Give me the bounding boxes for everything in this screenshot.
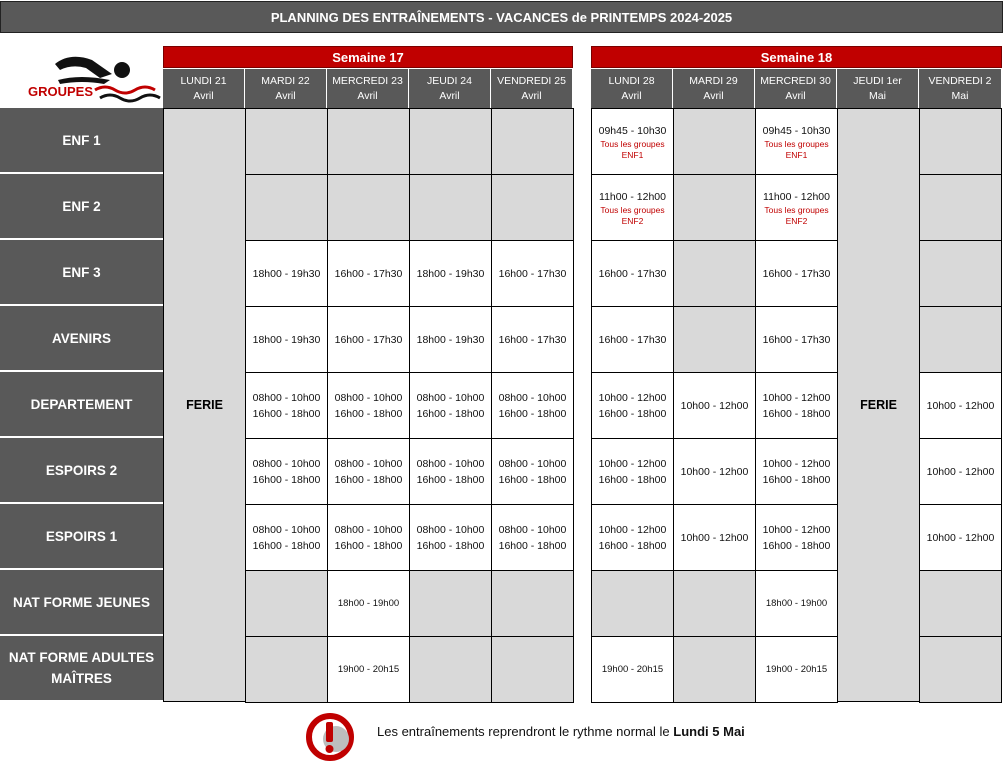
time-slot: 16h00 - 18h00	[762, 539, 831, 552]
time-slot: 08h00 - 10h00	[416, 523, 485, 536]
time-slot: 10h00 - 12h00	[762, 523, 831, 536]
schedule-cell	[327, 174, 410, 241]
time-slot: 08h00 - 10h00	[252, 457, 321, 470]
cell-note: ENF1	[621, 149, 644, 160]
time-slot: 11h00 - 12h00	[763, 190, 830, 203]
schedule-cell	[491, 504, 574, 571]
time-slot: 10h00 - 12h00	[926, 399, 995, 412]
schedule-cell	[673, 306, 756, 373]
schedule-cell	[755, 570, 838, 637]
schedule-cell	[591, 372, 674, 439]
time-slot: 16h00 - 18h00	[252, 539, 321, 552]
time-slot: 18h00 - 19h30	[252, 333, 321, 346]
schedule-cell	[327, 306, 410, 373]
time-slot: 16h00 - 17h30	[334, 333, 403, 346]
day-header	[491, 69, 573, 108]
schedule-cell	[491, 438, 574, 505]
holiday-lundi-21: FERIE	[163, 108, 246, 702]
schedule-cell	[755, 306, 838, 373]
time-slot: 19h00 - 20h15	[601, 663, 664, 675]
group-label: ESPOIRS 1	[0, 504, 163, 570]
schedule-cell	[327, 438, 410, 505]
schedule-cell	[591, 240, 674, 307]
schedule-cell	[673, 438, 756, 505]
schedule-cell	[755, 504, 838, 571]
logo-label: GROUPES	[28, 84, 94, 99]
cell-note: ENF1	[785, 149, 808, 160]
schedule-cell	[919, 372, 1002, 439]
time-slot: 10h00 - 12h00	[680, 465, 749, 478]
time-slot: 08h00 - 10h00	[334, 457, 403, 470]
time-slot: 08h00 - 10h00	[498, 523, 567, 536]
day-month: Mai	[951, 89, 969, 102]
day-header	[327, 69, 409, 108]
day-header	[591, 69, 673, 108]
time-slot: 11h00 - 12h00	[599, 190, 666, 203]
schedule-cell	[245, 570, 328, 637]
schedule-cell	[327, 570, 410, 637]
day-header	[755, 69, 837, 108]
group-label: AVENIRS	[0, 306, 163, 372]
time-slot: 10h00 - 12h00	[598, 391, 667, 404]
schedule-cell	[327, 108, 410, 175]
group-label: DEPARTEMENT	[0, 372, 163, 438]
schedule-cell	[245, 240, 328, 307]
time-slot: 16h00 - 17h30	[498, 267, 567, 280]
time-slot: 10h00 - 12h00	[762, 457, 831, 470]
schedule-cell	[919, 636, 1002, 703]
schedule-cell	[491, 636, 574, 703]
day-month: Avril	[439, 89, 460, 102]
group-label: ENF 2	[0, 174, 163, 240]
day-header	[163, 69, 245, 108]
day-header	[837, 69, 919, 108]
schedule-cell	[245, 306, 328, 373]
footer-note	[377, 724, 745, 739]
time-slot: 19h00 - 20h15	[337, 663, 400, 675]
day-name: VENDREDI 25	[497, 74, 566, 87]
schedule-cell	[327, 636, 410, 703]
group-label: NAT FORME ADULTES MAÎTRES	[0, 636, 163, 702]
day-month: Avril	[521, 89, 542, 102]
schedule-cell	[919, 108, 1002, 175]
day-name: MARDI 29	[689, 74, 738, 87]
schedule-cell	[919, 438, 1002, 505]
warning-icon	[306, 712, 356, 762]
time-slot: 16h00 - 17h30	[334, 267, 403, 280]
time-slot: 16h00 - 18h00	[762, 407, 831, 420]
schedule-cell	[245, 372, 328, 439]
page-title: PLANNING DES ENTRAÎNEMENTS - VACANCES de PRINTEMPS 2024-2025	[0, 1, 1003, 33]
time-slot: 10h00 - 12h00	[680, 399, 749, 412]
schedule-cell	[491, 174, 574, 241]
week-header-18: Semaine 18	[591, 46, 1002, 68]
day-month: Avril	[703, 89, 724, 102]
schedule-cell	[409, 240, 492, 307]
time-slot: 18h00 - 19h00	[765, 597, 828, 609]
time-slot: 08h00 - 10h00	[252, 523, 321, 536]
time-slot: 18h00 - 19h30	[416, 333, 485, 346]
time-slot: 16h00 - 18h00	[334, 407, 403, 420]
time-slot: 09h45 - 10h30	[598, 124, 667, 137]
time-slot: 16h00 - 18h00	[416, 473, 485, 486]
cell-note: Tous les groupes	[600, 204, 665, 215]
schedule-cell	[919, 504, 1002, 571]
day-name: VENDREDI 2	[928, 74, 992, 87]
schedule-cell	[245, 438, 328, 505]
time-slot: 10h00 - 12h00	[598, 457, 667, 470]
cell-note: ENF2	[785, 215, 808, 226]
day-name: LUNDI 21	[180, 74, 227, 87]
schedule-cell	[491, 570, 574, 637]
day-month: Mai	[869, 89, 886, 102]
time-slot: 10h00 - 12h00	[926, 531, 995, 544]
schedule-cell	[755, 240, 838, 307]
schedule-cell	[409, 108, 492, 175]
schedule-cell	[673, 504, 756, 571]
time-slot: 16h00 - 18h00	[498, 473, 567, 486]
schedule-cell	[591, 306, 674, 373]
time-slot: 18h00 - 19h00	[337, 597, 400, 609]
schedule-cell	[409, 570, 492, 637]
schedule-cell	[245, 636, 328, 703]
day-header	[409, 69, 491, 108]
schedule-cell	[245, 174, 328, 241]
day-name: MERCREDI 23	[332, 74, 403, 87]
time-slot: 08h00 - 10h00	[416, 391, 485, 404]
schedule-cell	[673, 372, 756, 439]
schedule-cell	[673, 636, 756, 703]
time-slot: 16h00 - 17h30	[762, 267, 831, 280]
time-slot: 18h00 - 19h30	[252, 267, 321, 280]
day-header	[245, 69, 327, 108]
schedule-cell	[327, 240, 410, 307]
time-slot: 16h00 - 18h00	[598, 539, 667, 552]
time-slot: 08h00 - 10h00	[334, 523, 403, 536]
day-month: Avril	[357, 89, 378, 102]
time-slot: 16h00 - 18h00	[252, 407, 321, 420]
time-slot: 10h00 - 12h00	[598, 523, 667, 536]
schedule-cell	[327, 372, 410, 439]
schedule-cell	[491, 240, 574, 307]
time-slot: 16h00 - 17h30	[762, 333, 831, 346]
time-slot: 08h00 - 10h00	[498, 391, 567, 404]
group-label: ESPOIRS 2	[0, 438, 163, 504]
time-slot: 16h00 - 18h00	[598, 407, 667, 420]
day-name: JEUDI 1er	[853, 74, 902, 87]
time-slot: 10h00 - 12h00	[762, 391, 831, 404]
schedule-cell	[327, 504, 410, 571]
time-slot: 08h00 - 10h00	[498, 457, 567, 470]
day-header	[919, 69, 1002, 108]
time-slot: 16h00 - 17h30	[498, 333, 567, 346]
schedule-cell	[755, 108, 838, 175]
schedule-cell	[591, 108, 674, 175]
time-slot: 16h00 - 18h00	[498, 407, 567, 420]
schedule-cell	[919, 306, 1002, 373]
time-slot: 08h00 - 10h00	[252, 391, 321, 404]
time-slot: 16h00 - 18h00	[416, 407, 485, 420]
day-month: Avril	[275, 89, 296, 102]
schedule-cell	[673, 570, 756, 637]
schedule-cell	[673, 174, 756, 241]
schedule-cell	[591, 174, 674, 241]
schedule-cell	[591, 636, 674, 703]
schedule-cell	[591, 438, 674, 505]
schedule-cell	[409, 372, 492, 439]
schedule-cell	[491, 306, 574, 373]
time-slot: 16h00 - 18h00	[762, 473, 831, 486]
schedule-cell	[409, 306, 492, 373]
time-slot: 08h00 - 10h00	[416, 457, 485, 470]
schedule-cell	[755, 636, 838, 703]
schedule-cell	[755, 174, 838, 241]
schedule-cell	[245, 108, 328, 175]
time-slot: 16h00 - 18h00	[598, 473, 667, 486]
schedule-cell	[755, 372, 838, 439]
schedule-cell	[755, 438, 838, 505]
group-label: NAT FORME JEUNES	[0, 570, 163, 636]
time-slot: 16h00 - 17h30	[598, 267, 667, 280]
time-slot: 10h00 - 12h00	[926, 465, 995, 478]
day-name: MERCREDI 30	[760, 74, 831, 87]
group-label: ENF 3	[0, 240, 163, 306]
day-name: JEUDI 24	[427, 74, 472, 87]
schedule-cell	[673, 240, 756, 307]
time-slot: 08h00 - 10h00	[334, 391, 403, 404]
time-slot: 09h45 - 10h30	[762, 124, 831, 137]
time-slot: 18h00 - 19h30	[416, 267, 485, 280]
footer-text: Les entraînements reprendront le rythme normal le	[377, 724, 670, 739]
schedule-cell	[409, 636, 492, 703]
schedule-cell	[491, 372, 574, 439]
time-slot: 16h00 - 18h00	[252, 473, 321, 486]
time-slot: 10h00 - 12h00	[680, 531, 749, 544]
day-name: LUNDI 28	[608, 74, 655, 87]
schedule-cell	[409, 174, 492, 241]
time-slot: 16h00 - 18h00	[416, 539, 485, 552]
schedule-cell	[919, 240, 1002, 307]
schedule-cell	[591, 504, 674, 571]
footer-date: Lundi 5 Mai	[673, 724, 745, 739]
cell-note: ENF2	[621, 215, 644, 226]
schedule-cell	[919, 570, 1002, 637]
time-slot: 19h00 - 20h15	[765, 663, 828, 675]
time-slot: 16h00 - 18h00	[334, 539, 403, 552]
time-slot: 16h00 - 17h30	[598, 333, 667, 346]
schedule-cell	[409, 438, 492, 505]
week-header-17: Semaine 17	[163, 46, 573, 68]
time-slot: 16h00 - 18h00	[498, 539, 567, 552]
day-month: Avril	[621, 89, 642, 102]
schedule-cell	[919, 174, 1002, 241]
group-label: ENF 1	[0, 108, 163, 174]
day-name: MARDI 22	[261, 74, 310, 87]
schedule-cell	[591, 570, 674, 637]
schedule-cell	[491, 108, 574, 175]
schedule-cell	[673, 108, 756, 175]
holiday-jeudi-1er: FERIE	[837, 108, 920, 702]
day-month: Avril	[193, 89, 214, 102]
time-slot: 16h00 - 18h00	[334, 473, 403, 486]
day-header	[673, 69, 755, 108]
cell-note: Tous les groupes	[764, 138, 829, 149]
schedule-cell	[409, 504, 492, 571]
day-month: Avril	[785, 89, 806, 102]
schedule-cell	[245, 504, 328, 571]
cell-note: Tous les groupes	[600, 138, 665, 149]
cell-note: Tous les groupes	[764, 204, 829, 215]
